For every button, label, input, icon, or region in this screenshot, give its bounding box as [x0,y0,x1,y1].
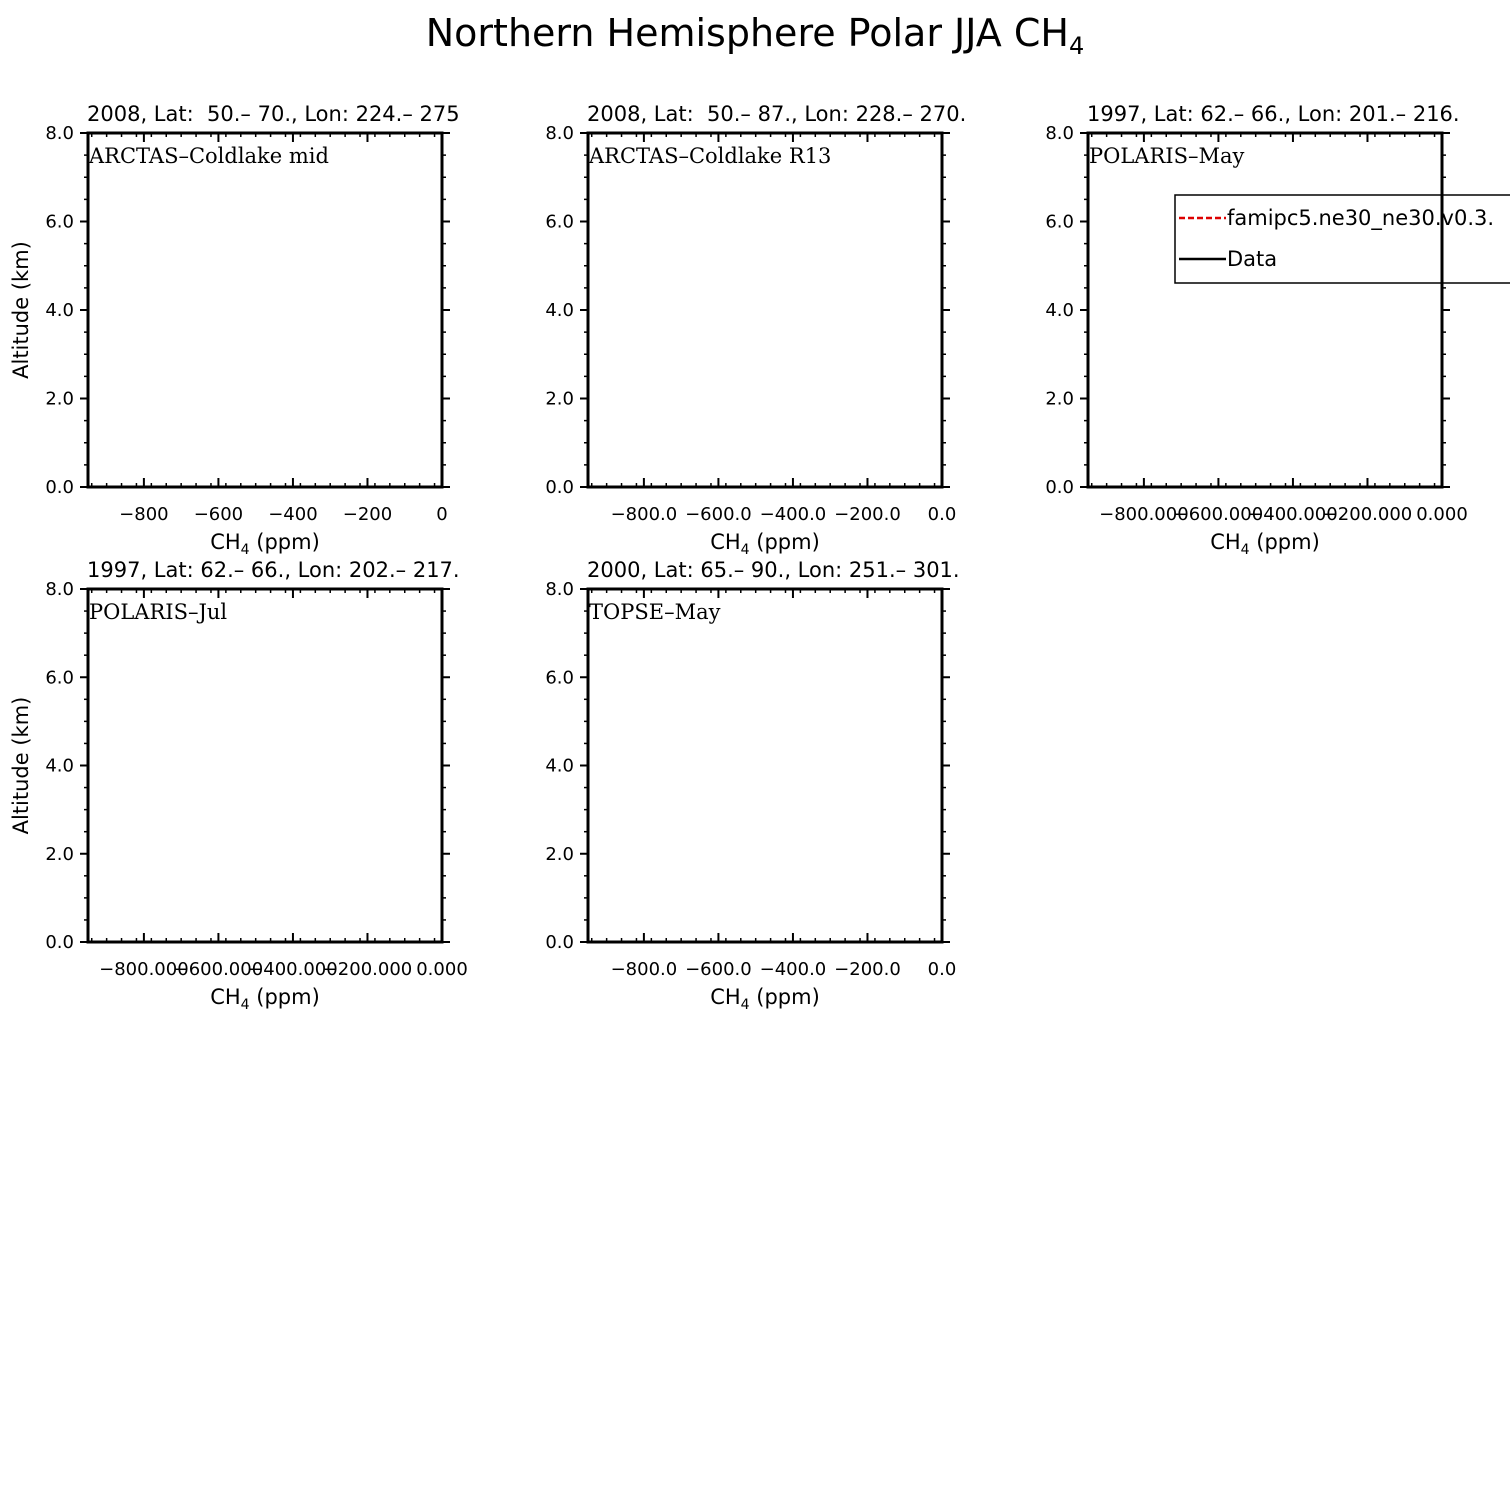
y-axis-label: Altitude (km) [9,241,33,379]
x-tick-label: 0 [436,504,448,525]
y-tick-label: 2.0 [45,388,74,410]
plot-frame [588,133,942,487]
x-tick-label: −600.0 [685,959,752,980]
x-tick-label: −800.000 [99,959,189,980]
x-tick-label: −400 [268,504,318,525]
y-tick-label: 6.0 [545,667,574,689]
panel-4 [9,558,468,1013]
x-tick-label: −600.0 [685,504,752,525]
y-tick-label: 4.0 [1045,300,1074,321]
plot-frame [88,133,442,487]
y-tick-label: 2.0 [1045,388,1074,410]
figure-title-subscript: 4 [1068,32,1085,60]
y-tick-label: 0.0 [45,932,74,953]
plot-frame [88,589,442,942]
y-tick-label: 0.0 [1045,477,1074,498]
figure-title-main: Northern Hemisphere Polar JJA CH [425,11,1069,55]
campaign-label: TOPSE–May [589,600,721,624]
x-tick-label: −200.000 [1322,504,1413,525]
x-tick-label: −400.0 [759,504,827,525]
x-axis-label [710,530,820,558]
panel-1 [9,102,460,558]
y-tick-label: 2.0 [45,843,74,865]
y-tick-label: 8.0 [45,579,74,600]
x-axis-label-main: CH [710,985,741,1009]
x-tick-label: −200 [342,504,393,525]
y-tick-label: 8.0 [1045,123,1074,144]
y-axis-label: Altitude (km) [9,696,33,835]
legend-label-2: Data [1227,247,1278,271]
x-tick-label: −400.000 [248,959,338,980]
y-tick-label: 8.0 [545,123,574,144]
panel-header: 2008, Lat: 50.– 87., Lon: 228.– 270. [587,102,967,126]
plot-frame [1088,133,1442,487]
x-axis-label-unit: (ppm) [249,985,320,1009]
panel-3 [1045,102,1510,558]
panel-header: 1997, Lat: 62.– 66., Lon: 202.– 217. [87,558,460,582]
campaign-label: POLARIS–May [1089,144,1245,168]
y-tick-label: 8.0 [545,579,574,600]
y-tick-label: 4.0 [45,755,74,777]
x-axis-label-main: CH [710,530,741,554]
x-tick-label: −200.0 [834,504,901,525]
x-tick-label: −600.000 [1173,504,1264,525]
y-tick-label: 4.0 [545,300,574,321]
panel-2 [545,102,966,558]
x-axis-label-subscript: 4 [240,997,250,1013]
x-tick-label: −600.000 [173,959,264,980]
y-tick-label: 0.0 [545,477,574,498]
legend [1175,133,1510,487]
panel-header: 2000, Lat: 65.– 90., Lon: 251.– 301. [587,558,960,582]
figure-title [426,11,1085,60]
y-tick-label: 6.0 [545,211,574,233]
x-axis-label [210,530,320,558]
x-axis-label-subscript: 4 [240,542,250,558]
x-tick-label: −800 [119,504,169,525]
x-tick-label: −400.0 [759,959,827,980]
x-tick-label: 0.0 [927,959,957,980]
x-tick-label: 0.000 [416,959,468,980]
x-axis-label [710,985,820,1013]
campaign-label: POLARIS–Jul [89,600,228,624]
y-tick-label: 8.0 [45,123,74,144]
x-tick-label: −200.0 [834,959,901,980]
x-tick-label: 0.0 [927,504,957,525]
y-tick-label: 6.0 [45,211,74,233]
x-tick-label: −200.000 [322,959,413,980]
y-tick-label: 6.0 [45,667,74,689]
x-axis-label-main: CH [1210,530,1241,554]
campaign-label: ARCTAS–Coldlake R13 [589,144,832,168]
x-axis-label-subscript: 4 [740,542,750,558]
x-tick-label: −400.000 [1248,504,1338,525]
x-axis-label-subscript: 4 [740,997,750,1013]
x-axis-label-unit: (ppm) [749,530,820,554]
y-tick-label: 4.0 [45,300,74,321]
x-axis-label-main: CH [210,530,241,554]
y-tick-label: 0.0 [545,932,574,953]
x-tick-label: −800.0 [610,504,678,525]
x-axis-label-unit: (ppm) [1249,530,1320,554]
y-tick-label: 4.0 [545,755,574,777]
x-axis-label [210,985,320,1013]
y-tick-label: 0.0 [45,477,74,498]
x-axis-label-unit: (ppm) [749,985,820,1009]
campaign-label: ARCTAS–Coldlake mid [89,144,329,168]
x-axis-label-unit: (ppm) [249,530,320,554]
y-tick-label: 6.0 [1045,211,1074,233]
x-axis-label-main: CH [210,985,241,1009]
x-tick-label: 0.000 [1416,504,1468,525]
x-axis-label [1210,530,1320,558]
x-tick-label: −800.0 [610,959,678,980]
y-tick-label: 2.0 [545,843,574,865]
y-tick-label: 2.0 [545,388,574,410]
panel-header: 2008, Lat: 50.– 70., Lon: 224.– 275 [87,102,460,126]
panel-5 [545,558,959,1013]
x-tick-label: −600 [193,504,244,525]
x-tick-label: −800.000 [1099,504,1189,525]
legend-label-1: famipc5.ne30_ne30.v0.3. [1227,206,1495,230]
panel-header: 1997, Lat: 62.– 66., Lon: 201.– 216. [1087,102,1460,126]
plot-frame [588,589,942,942]
x-axis-label-subscript: 4 [1240,542,1250,558]
